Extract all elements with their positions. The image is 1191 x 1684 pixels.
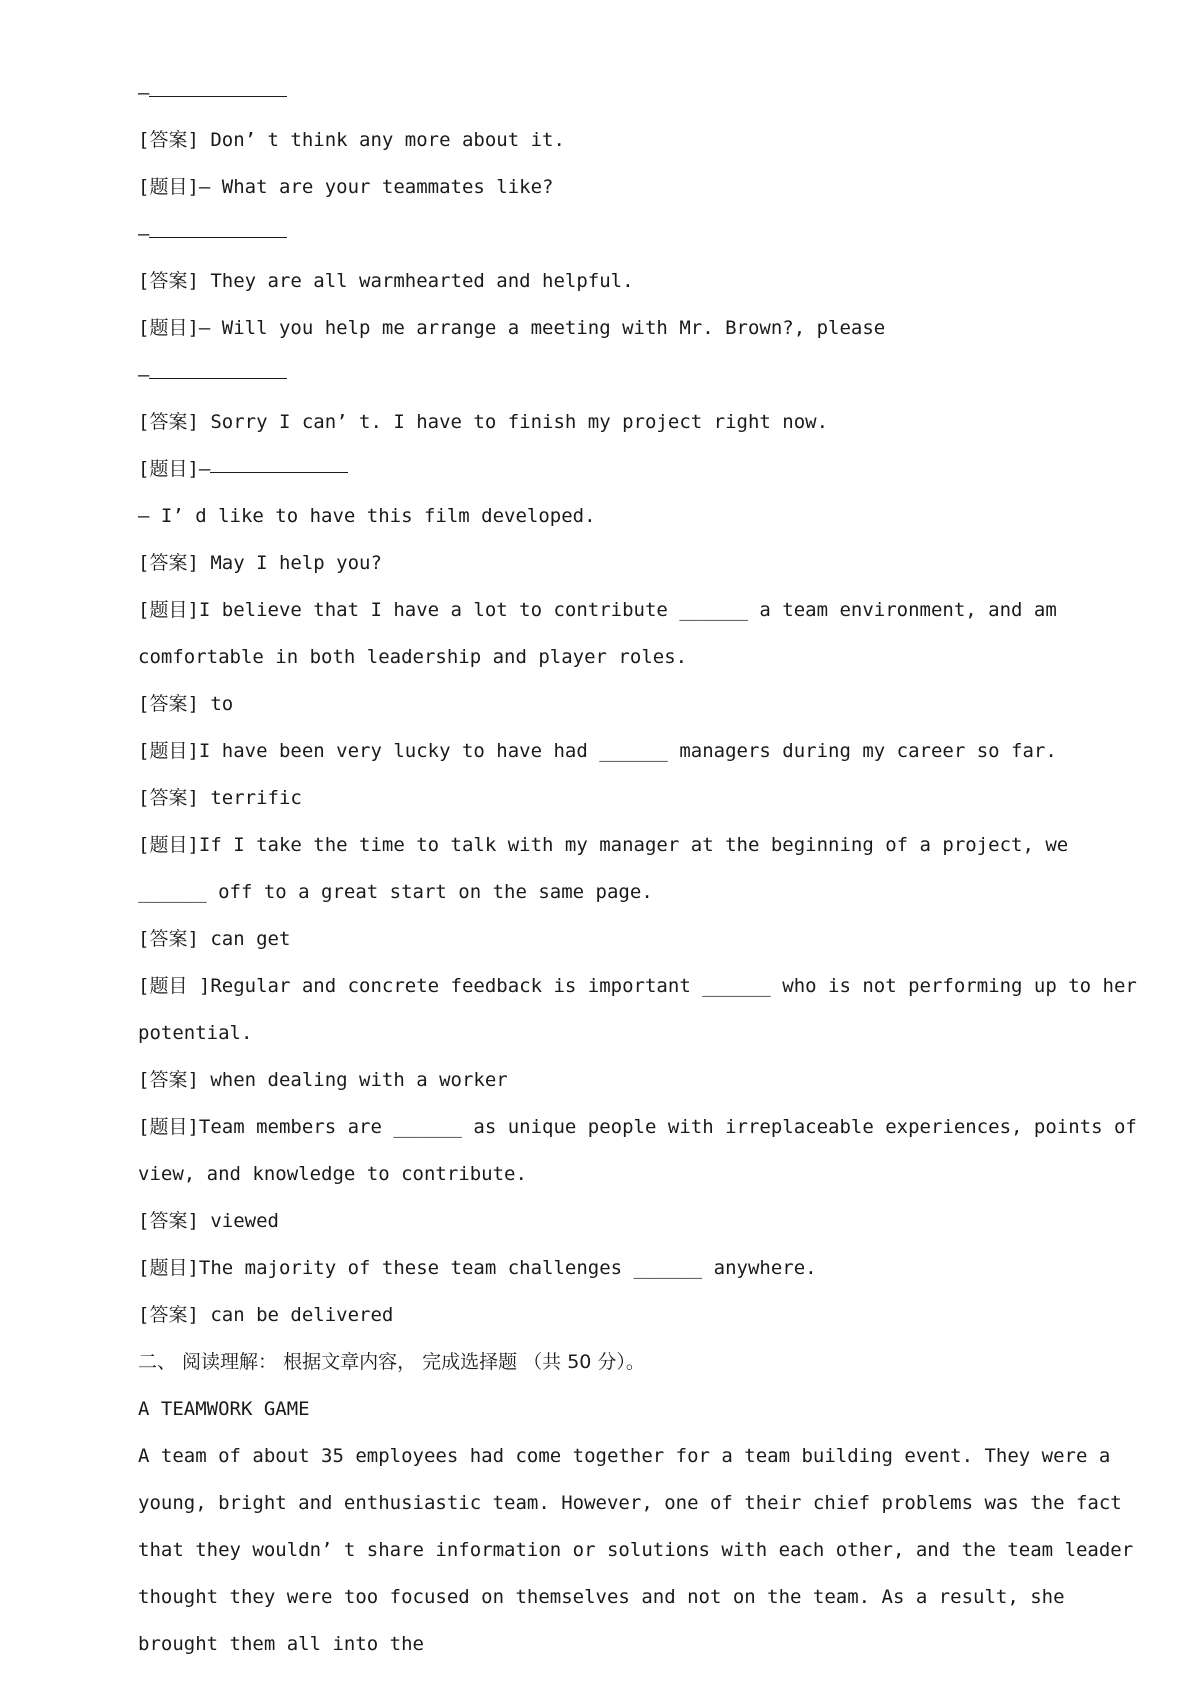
passage-paragraph: A team of about 35 employees had come together for a team building event. They were a young, bright and enthusiastic team. However, one of their chief problems was the fact that they wouldn’ t share information or solutions with each other, and the team leader thought they were too focused on themselves and not on the team. As a result, she brought them all into the bbox=[138, 1445, 1134, 1655]
answer-blank bbox=[149, 236, 287, 238]
answer-line: [答案] Don’ t think any more about it. bbox=[138, 129, 565, 151]
answer-line: [答案] can get bbox=[138, 928, 291, 950]
answer-blank bbox=[149, 377, 287, 379]
answer-line: [答案] May I help you? bbox=[138, 552, 382, 574]
reply-line: — bbox=[138, 70, 1138, 117]
answer-line: [答案] They are all warmhearted and helpful. bbox=[138, 270, 634, 292]
reply-line: — bbox=[138, 211, 1138, 258]
answer-line: [答案] when dealing with a worker bbox=[138, 1069, 508, 1091]
answer-line: [答案] to bbox=[138, 693, 234, 715]
question-line: [题目]— What are your teammates like? bbox=[138, 176, 554, 198]
reply-line: — bbox=[138, 352, 1138, 399]
answer-line: [答案] terrific bbox=[138, 787, 302, 809]
question-line: [题目]I have been very lucky to have had ______ managers during my career so far. bbox=[138, 740, 1057, 762]
question-line: [题目 ]Regular and concrete feedback is important ______ who is not performing up to her potential. bbox=[138, 975, 1137, 1044]
answer-blank bbox=[149, 95, 287, 97]
answer-line: [答案] Sorry I can’ t. I have to finish my project right now. bbox=[138, 411, 829, 433]
section-heading: 二、 阅读理解： 根据文章内容， 完成选择题 （共 50 分）。 bbox=[138, 1351, 645, 1373]
answer-line: [答案] viewed bbox=[138, 1210, 279, 1232]
question-line: [题目]— Will you help me arrange a meeting with Mr. Brown?, please bbox=[138, 317, 886, 339]
question-line: [题目]— bbox=[138, 446, 1138, 493]
answer-line: [答案] can be delivered bbox=[138, 1304, 394, 1326]
question-line: [题目]I believe that I have a lot to contribute ______ a team environment, and am comfortable in both leadership and player roles. bbox=[138, 599, 1057, 668]
question-line: [题目]If I take the time to talk with my manager at the beginning of a project, we ______ off to a great start on the same page. bbox=[138, 834, 1069, 903]
question-line: [题目]The majority of these team challenges ______ anywhere. bbox=[138, 1257, 817, 1279]
document-content bbox=[138, 70, 1138, 1668]
reply-line: — I’ d like to have this film developed. bbox=[138, 505, 596, 527]
answer-blank bbox=[210, 471, 348, 473]
question-line: [题目]Team members are ______ as unique people with irreplaceable experiences, points of view, and knowledge to contribute. bbox=[138, 1116, 1137, 1185]
passage-title: A TEAMWORK GAME bbox=[138, 1398, 310, 1420]
